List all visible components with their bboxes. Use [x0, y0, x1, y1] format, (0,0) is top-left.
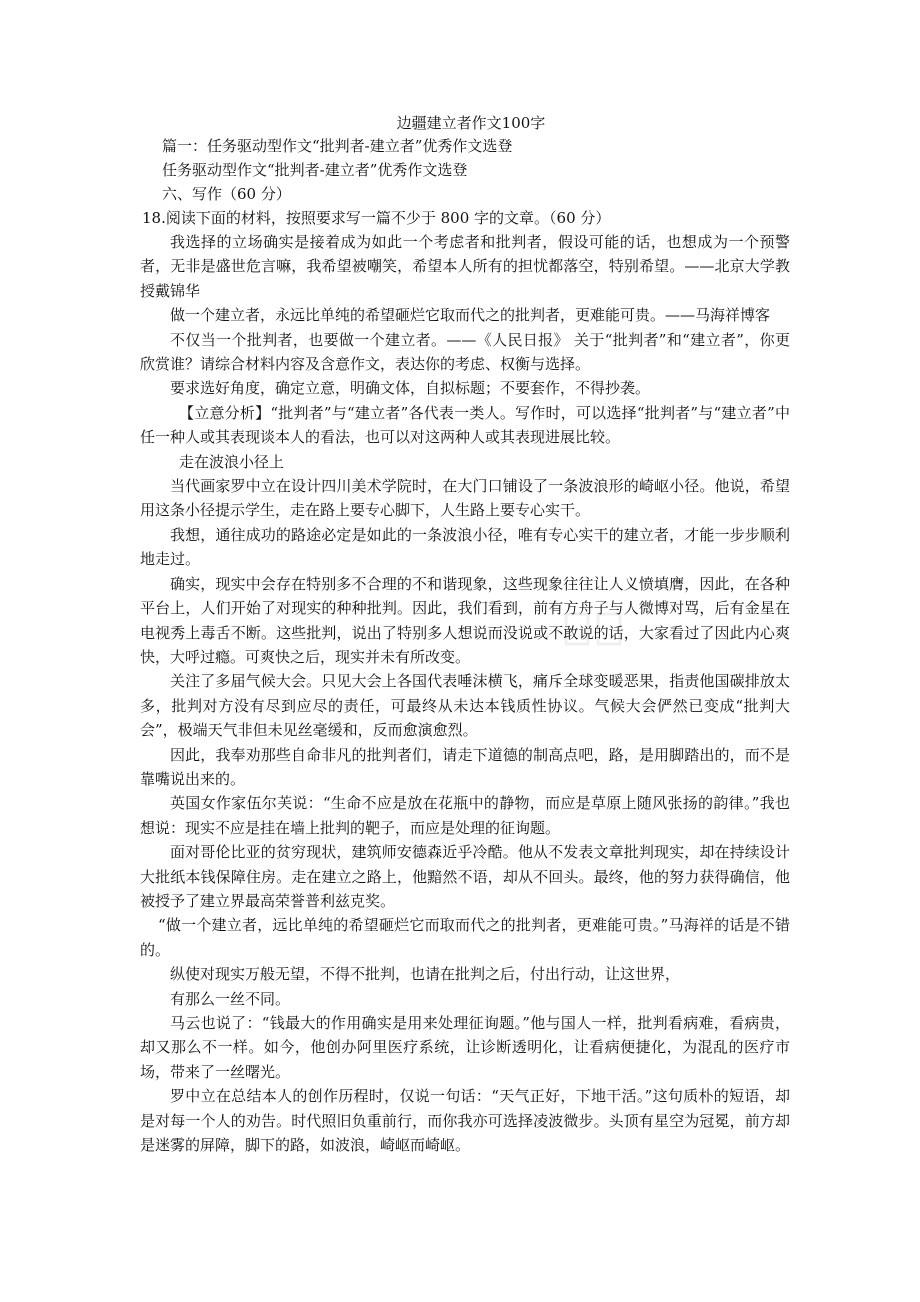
paragraph: 英国女作家伍尔芙说：“生命不应是放在花瓶中的静物，而应是草原上随风张扬的韵律。”我也想说：现实不应是挂在墙上批判的靶子，而应是处理的征询题。	[140, 794, 790, 837]
heading-line: 任务驱动型作文“批判者-建立者”优秀作文选登	[162, 161, 468, 179]
watermark-logo	[560, 606, 630, 656]
essay-title: 走在波浪小径上	[179, 452, 285, 471]
paragraph: 【立意分析】“批判者”与“建立者”各代表一类人。写作时，可以选择“批判者”与“建立者”中任一种人或其表现谈本人的看法，也可以对这两种人或其表现进展比较。	[140, 403, 790, 447]
paragraph: 关注了多届气候大会。只见大会上各国代表唾沫横飞，痛斥全球变暖恶果，指责他国碳排放太多，批判对方没有尽到应尽的责任，可最终从未达本钱质性协议。气候大会俨然已变成“批判大会”，极端天气非但未见丝毫缓和，反而愈演愈烈。	[140, 672, 790, 740]
heading-line: 篇一：任务驱动型作文“批判者-建立者”优秀作文选登	[162, 137, 513, 155]
paragraph: 当代画家罗中立在设计四川美术学院时，在大门口铺设了一条波浪形的崎岖小径。他说，希望用这条小径提示学生，走在路上要专心脚下，人生路上要专心实干。	[140, 477, 790, 520]
paragraph: 我选择的立场确实是接着成为如此一个考虑者和批判者，假设可能的话，也想成为一个预警者，无非是盛世危言嘛，我希望被嘲笑，希望本人所有的担忧都落空，特别希望。——北京大学教授戴锦华	[140, 233, 790, 300]
paragraph: 因此，我奉劝那些自命非凡的批判者们，请走下道德的制高点吧，路，是用脚踏出的，而不是靠嘴说出来的。	[140, 745, 790, 788]
heading-line: 六、写作（60 分）	[162, 185, 291, 203]
paragraph: 纵使对现实万般无望，不得不批判，也请在批判之后，付出行动，让这世界，	[170, 965, 681, 984]
paragraph: 马云也说了：“钱最大的作用确实是用来处理征询题。”他与国人一样，批判看病难，看病贵，却又那么不一样。如今，他创办阿里医疗系统，让诊断透明化，让看病便捷化，为混乱的医疗市场，带来了一丝曙光。	[140, 1014, 790, 1081]
paragraph: 要求选好角度，确定立意，明确文体，自拟标题；不要套作，不得抄袭。	[170, 379, 651, 398]
paragraph: 面对哥伦比亚的贫穷现状，建筑师安德森近乎冷酷。他从不发表文章批判现实，却在持续设计大批纸本钱保障住房。走在建立之路上，他黯然不语，却从不回头。最终，他的努力获得确信，他被授予了建立界最高荣誉普利兹克奖。	[140, 843, 790, 910]
paragraph: 做一个建立者，永远比单纯的希望砸烂它取而代之的批判者，更难能可贵。——马海祥博客	[170, 306, 771, 325]
paragraph: 确实，现实中会存在特别多不合理的不和谐现象，这些现象往往让人义愤填膺，因此，在各种平台上，人们开始了对现实的种种批判。因此，我们看到，前有方舟子与人微博对骂，后有金星在电视秀上毒舌不断。这些批判，说出了特别多人想说而没说或不敢说的话，大家看过了因此内心爽快，大呼过瘾。可爽快之后，现实并未有所改变。	[140, 574, 790, 666]
paragraph: “做一个建立者，远比单纯的希望砸烂它而取而代之的批判者，更难能可贵。”马海祥的话是不错的。	[140, 916, 790, 959]
document-page	[140, 112, 790, 1157]
task-line: 18.阅读下面的材料，按照要求写一篇不少于 800 字的文章。（60 分）	[142, 209, 611, 227]
paragraph: 有那么一丝不同。	[170, 989, 291, 1008]
document-title: 边疆建立者作文100字	[396, 114, 546, 132]
paragraph: 不仅当一个批判者，也要做一个建立者。——《人民日报》 关于“批判者”和“建立者”，你更欣赏谁？请综合材料内容及含意作文，表达你的考虑、权衡与选择。	[140, 330, 790, 374]
paragraph: 罗中立在总结本人的创作历程时，仅说一句话：“天气正好，下地干活。”这句质朴的短语，却是对每一个人的劝告。时代照旧负重前行，而你我亦可选择凌波微步。头顶有星空为冠冕，前方却是迷雾的屏障，脚下的路，如波浪，崎岖而崎岖。	[140, 1087, 790, 1155]
paragraph: 我想，通往成功的路途必定是如此的一条波浪小径，唯有专心实干的建立者，才能一步步顺利地走过。	[140, 525, 790, 569]
